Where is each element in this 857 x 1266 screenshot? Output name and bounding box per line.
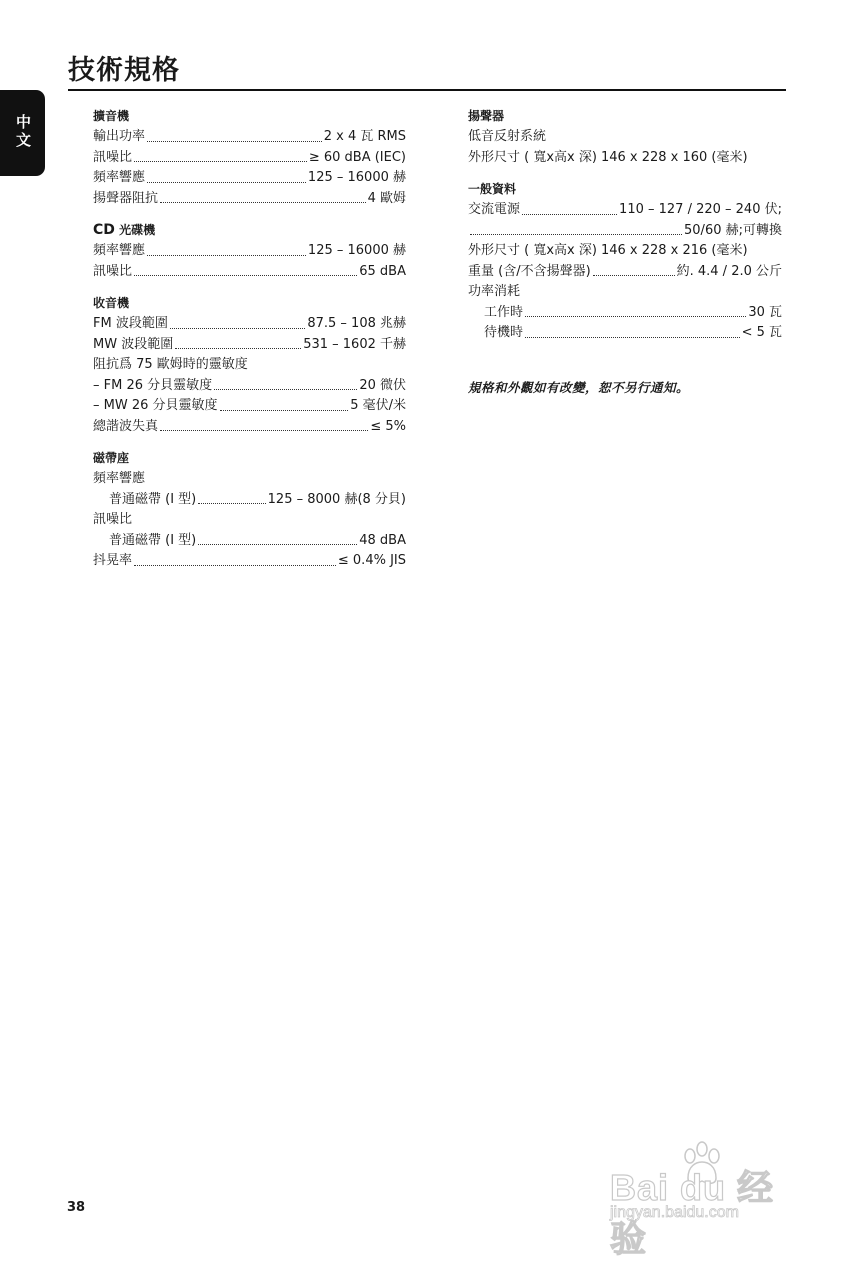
spec-row [93, 314, 406, 335]
section-heading-text: 一般資料 [468, 182, 517, 196]
spec-row [93, 531, 406, 552]
spec-row [93, 335, 406, 356]
spec-value: 146 x 228 x 216 (毫米) [600, 243, 748, 258]
spec-row [468, 200, 782, 221]
language-tab-label: 中文 [14, 114, 32, 150]
spec-label: 工作時 [484, 304, 524, 320]
spec-row [468, 221, 782, 242]
spec-row [93, 148, 406, 169]
left-column [93, 106, 406, 572]
spec-row [93, 551, 406, 572]
dot-leader [134, 275, 357, 276]
spec-row [93, 417, 406, 438]
section-heading [93, 450, 406, 466]
spec-value: 65 dBA [359, 263, 406, 279]
spec-row [93, 241, 406, 262]
section-heading [93, 222, 406, 238]
section-heading-text: 擴音機 [93, 109, 130, 123]
spec-value: 125 – 16000 赫 [307, 170, 406, 185]
spec-value: 146 x 228 x 160 (毫米) [600, 149, 748, 165]
spec-row [468, 282, 782, 303]
dot-leader [175, 348, 301, 349]
dot-leader [220, 410, 349, 411]
spec-value: 87.5 – 108 兆赫 [307, 316, 406, 331]
spec-label: 訊噪比 [93, 512, 133, 527]
spec-value: 約. 4.4 / 2.0 公斤 [676, 263, 782, 279]
spec-row [468, 323, 782, 344]
section-heading-text: 磁帶座 [93, 451, 130, 465]
spec-label: 外形尺寸 ( 寬x高x 深) [468, 149, 597, 165]
spec-row [93, 469, 406, 490]
spec-row [93, 396, 406, 417]
spec-label: 抖晃率 [93, 553, 133, 568]
spec-label: 頻率響應 [93, 170, 146, 185]
spec-label: 總諧波失真 [93, 418, 159, 434]
spec-value: ≤ 5% [370, 418, 406, 434]
dot-leader [147, 141, 322, 142]
dot-leader [147, 255, 306, 256]
dot-leader [198, 503, 265, 504]
spec-row [93, 168, 406, 189]
page-title: 技術規格 [68, 55, 180, 86]
spec-value: 30 瓦 [748, 304, 782, 320]
dot-leader [170, 328, 306, 329]
spec-label: 普通磁帶 (I 型) [109, 532, 197, 548]
spec-value: 4 歐姆 [367, 190, 406, 206]
section-heading [468, 181, 782, 197]
spec-value: < 5 瓦 [741, 325, 782, 340]
spec-row [93, 189, 406, 210]
spec-label: 功率消耗 [468, 284, 521, 299]
spec-value: 531 – 1602 千赫 [303, 336, 406, 352]
spec-label: 頻率響應 [93, 471, 146, 486]
spec-label: 待機時 [484, 325, 524, 340]
spec-label: 重量 (含/不含揚聲器) [468, 263, 591, 279]
dot-leader [525, 337, 740, 338]
dot-leader [525, 316, 746, 317]
spec-row [468, 127, 782, 148]
spec-value: 20 微伏 [359, 377, 406, 393]
notice-text: 規格和外觀如有改變，恕不另行通知。 [468, 379, 690, 395]
spec-row [93, 355, 406, 376]
spec-row [93, 376, 406, 397]
spec-label: 低音反射系統 [468, 129, 547, 144]
spec-label: 外形尺寸 ( 寬x高x 深) [468, 243, 597, 258]
spec-value: 50/60 赫;可轉換 [684, 222, 782, 238]
section-heading [93, 295, 406, 311]
dot-leader [160, 430, 368, 431]
dot-leader [214, 389, 357, 390]
right-column [468, 106, 782, 396]
spec-value: ≤ 0.4% JIS [337, 553, 406, 568]
section-heading-text: 收音機 [93, 296, 130, 310]
spec-row [93, 262, 406, 283]
spec-value: 125 – 8000 赫(8 分貝) [267, 491, 406, 507]
section-heading-text: 揚聲器 [468, 109, 505, 123]
dot-leader [522, 214, 617, 215]
section-heading [468, 108, 782, 124]
spec-label: – MW 26 分貝靈敏度 [93, 398, 218, 413]
spec-label: 訊噪比 [93, 263, 133, 279]
page-number: 38 [67, 1200, 86, 1215]
spec-label: 頻率響應 [93, 243, 146, 258]
spec-value: 5 毫伏/米 [350, 398, 406, 413]
dot-leader [134, 161, 307, 162]
spec-value: 125 – 16000 赫 [307, 243, 406, 258]
spec-value: ≥ 60 dBA (IEC) [308, 149, 406, 165]
spec-row [468, 241, 782, 262]
spec-value: 2 x 4 瓦 RMS [323, 129, 406, 144]
spec-label: MW 波段範圍 [93, 336, 174, 352]
dot-leader [198, 544, 357, 545]
spec-row [93, 127, 406, 148]
watermark-text: Bai du 经验 [610, 1167, 775, 1259]
spec-row [468, 148, 782, 169]
spec-row [468, 262, 782, 283]
spec-label: 訊噪比 [93, 149, 133, 165]
language-tab [0, 90, 45, 176]
spec-row [468, 303, 782, 324]
spec-label: – FM 26 分貝靈敏度 [93, 377, 213, 393]
spec-label: 普通磁帶 (I 型) [109, 491, 197, 507]
spec-row [93, 490, 406, 511]
section-heading-prefix: CD [93, 222, 115, 238]
dot-leader [593, 275, 675, 276]
dot-leader [160, 202, 366, 203]
spec-row [93, 510, 406, 531]
section-heading-text: 光碟機 [119, 223, 156, 237]
spec-label: FM 波段範圍 [93, 316, 168, 331]
section-heading [93, 108, 406, 124]
title-rule [68, 89, 786, 91]
dot-leader [147, 182, 306, 183]
spec-value: 110 – 127 / 220 – 240 伏; [619, 202, 782, 217]
dot-leader [470, 234, 682, 235]
spec-label: 揚聲器阻抗 [93, 190, 159, 206]
spec-value: 48 dBA [359, 532, 406, 548]
spec-label: 阻抗爲 75 歐姆時的靈敏度 [93, 357, 248, 372]
spec-label: 輸出功率 [93, 129, 146, 144]
watermark-url: jingyan.baidu.com [610, 1204, 739, 1221]
watermark [610, 1140, 810, 1259]
dot-leader [134, 565, 336, 566]
spec-label: 交流電源 [468, 202, 521, 217]
